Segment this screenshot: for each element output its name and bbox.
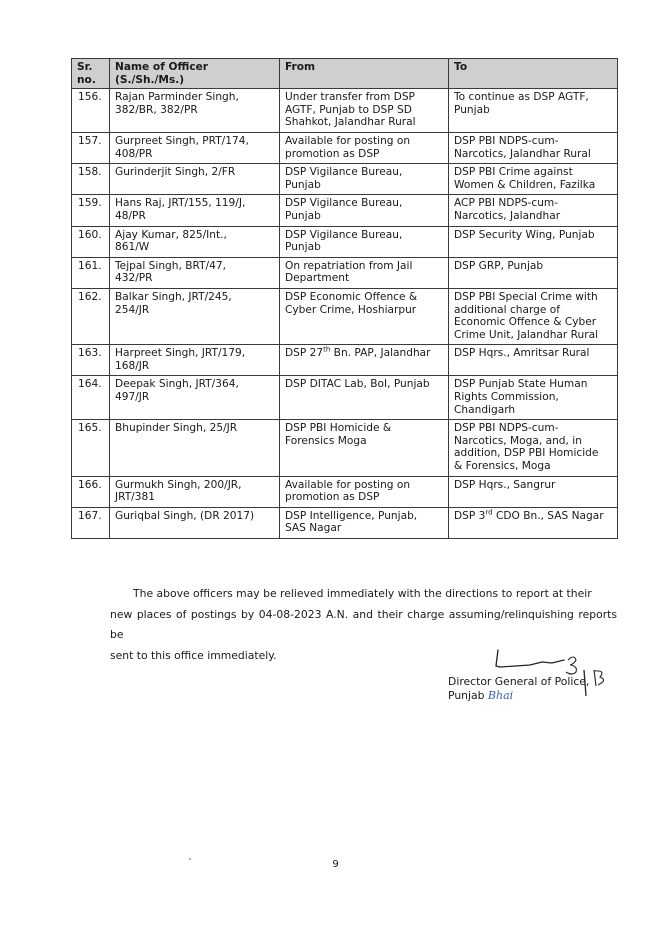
paragraph-line-2: new places of postings by 04-08-2023 A.N. and their charge assuming/relinquishing reports be [110,607,617,641]
serial-number-cell: 158. [72,164,110,195]
from-posting-cell: On repatriation from Jail Department [280,257,449,288]
officer-name-cell: Tejpal Singh, BRT/47, 432/PR [110,257,280,288]
serial-number-cell: 163. [72,345,110,376]
table-row [72,376,618,420]
table-row [72,132,618,163]
officer-name-cell: Deepak Singh, JRT/364, 497/JR [110,376,280,420]
to-posting-cell: To continue as DSP AGTF, Punjab [449,89,618,133]
serial-number-cell: 161. [72,257,110,288]
from-posting-cell: Available for posting on promotion as DSP [280,476,449,507]
to-posting-cell: DSP PBI NDPS-cum- Narcotics, Moga, and, in addition, DSP PBI Homicide & Forensics, Moga [449,420,618,476]
table-row [72,226,618,257]
serial-number-cell: 167. [72,507,110,538]
serial-number-cell: 164. [72,376,110,420]
table-header-row [72,59,618,89]
paragraph-line-3: sent to this office immediately. [110,648,277,662]
to-posting-cell: DSP PBI Special Crime with additional charge of Economic Offence & Cyber Crime Unit, Jalandhar Rural [449,288,618,344]
officer-name-cell: Ajay Kumar, 825/Int., 861/W [110,226,280,257]
serial-number-cell: 157. [72,132,110,163]
officer-name-cell: Rajan Parminder Singh, 382/BR, 382/PR [110,89,280,133]
serial-number-cell: 156. [72,89,110,133]
from-posting-cell: DSP Vigilance Bureau, Punjab [280,226,449,257]
paragraph-line-1: The above officers may be relieved immediately with the directions to report at their [133,587,592,600]
table-row [72,257,618,288]
from-posting-cell: DSP Intelligence, Punjab, SAS Nagar [280,507,449,538]
table-row [72,507,618,538]
officer-name-cell: Bhupinder Singh, 25/JR [110,420,280,476]
table-row [72,164,618,195]
to-posting-cell: DSP PBI NDPS-cum- Narcotics, Jalandhar Rural [449,132,618,163]
to-posting-cell: ACP PBI NDPS-cum- Narcotics, Jalandhar [449,195,618,226]
from-posting-cell: DSP Economic Offence & Cyber Crime, Hoshiarpur [280,288,449,344]
table-row [72,345,618,376]
serial-number-cell: 165. [72,420,110,476]
header-sr-no: Sr. no. [72,59,110,89]
serial-number-cell: 162. [72,288,110,344]
from-posting-cell: DSP 27th Bn. PAP, Jalandhar [280,345,449,376]
from-posting-cell: DSP DITAC Lab, BoI, Punjab [280,376,449,420]
handwritten-note: Bhai [487,689,514,702]
from-posting-cell: DSP Vigilance Bureau, Punjab [280,164,449,195]
page-number: 9 [332,859,339,870]
table-row [72,476,618,507]
to-posting-cell: DSP Hqrs., Sangrur [449,476,618,507]
table-row [72,420,618,476]
officer-name-cell: Harpreet Singh, JRT/179, 168/JR [110,345,280,376]
from-posting-cell: DSP Vigilance Bureau, Punjab [280,195,449,226]
signatory-designation: Director General of Police, [448,675,590,688]
table-body [72,89,618,539]
officer-name-cell: Gurmukh Singh, 200/JR, JRT/381 [110,476,280,507]
officer-name-cell: Balkar Singh, JRT/245, 254/JR [110,288,280,344]
table-row [72,195,618,226]
to-posting-cell: DSP Hqrs., Amritsar Rural [449,345,618,376]
officer-name-cell: Hans Raj, JRT/155, 119/J, 48/PR [110,195,280,226]
header-from: From [280,59,449,89]
table-row [72,89,618,133]
officer-name-cell: Gurinderjit Singh, 2/FR [110,164,280,195]
to-posting-cell: DSP 3rd CDO Bn., SAS Nagar [449,507,618,538]
header-officer-name: Name of Officer (S./Sh./Ms.) [110,59,280,89]
serial-number-cell: 160. [72,226,110,257]
signature-block [448,675,618,703]
from-posting-cell: Under transfer from DSP AGTF, Punjab to DSP SD Shahkot, Jalandhar Rural [280,89,449,133]
postings-table [71,58,618,539]
serial-number-cell: 166. [72,476,110,507]
to-posting-cell: DSP Punjab State Human Rights Commission, Chandigarh [449,376,618,420]
from-posting-cell: Available for posting on promotion as DSP [280,132,449,163]
officer-name-cell: Guriqbal Singh, (DR 2017) [110,507,280,538]
serial-number-cell: 159. [72,195,110,226]
to-posting-cell: DSP PBI Crime against Women & Children, Fazilka [449,164,618,195]
to-posting-cell: DSP Security Wing, Punjab [449,226,618,257]
officer-name-cell: Gurpreet Singh, PRT/174, 408/PR [110,132,280,163]
signatory-state: Punjab [448,689,485,702]
from-posting-cell: DSP PBI Homicide & Forensics Moga [280,420,449,476]
header-to: To [449,59,618,89]
to-posting-cell: DSP GRP, Punjab [449,257,618,288]
table-row [72,288,618,344]
